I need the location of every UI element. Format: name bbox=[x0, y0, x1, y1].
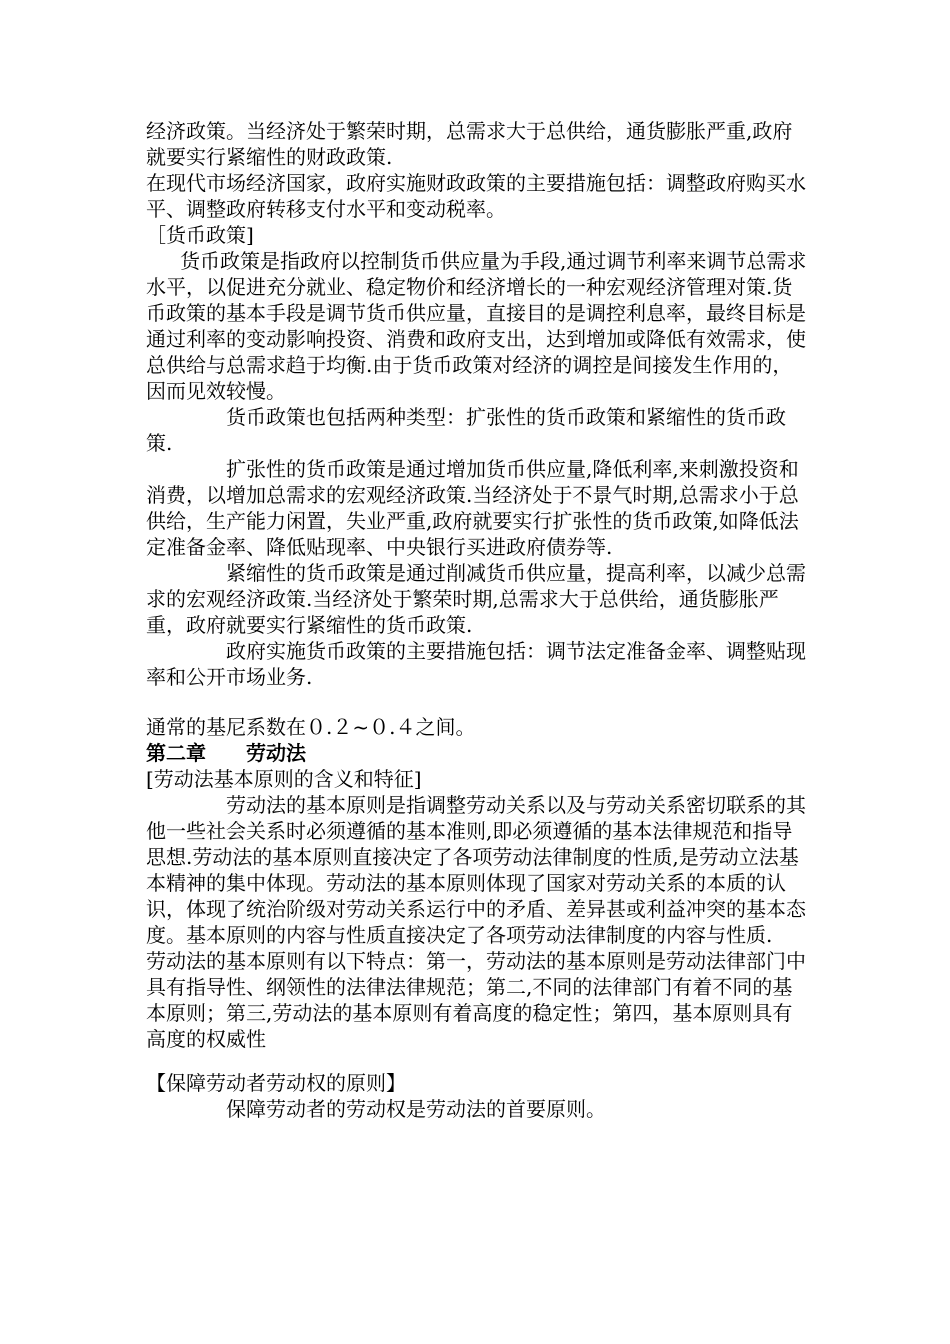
paragraph-monetary-definition: 货币政策是指政府以控制货币供应量为手段,通过调节利率来调节总需求水平，以促进充分就业、稳定物价和经济增长的一种宏观经济管理对策.货币政策的基本手段是调节货币供应量，直接目的是调控利息率，最终目标是通过利率的变动影响投资、消费和政府支出，达到增加或降低有效需求，使总供给与总需求趋于均衡.由于货币政策对经济的调控是间接发生作用的，因而见效较慢。 bbox=[146, 249, 807, 403]
paragraph-expansionary-policy: 扩张性的货币政策是通过增加货币供应量,降低利率,来刺激投资和消费，以增加总需求的宏观经济政策.当经济处于不景气时期,总需求小于总供给，生产能力闲置，失业严重,政府就要实行扩张性的货币政策,如降低法定准备金率、降低贴现率、中央银行买进政府债券等. bbox=[146, 457, 799, 559]
heading-labor-right-principle: 【保障劳动者劳动权的原则】 bbox=[146, 1071, 406, 1095]
paragraph-fiscal-measures: 在现代市场经济国家，政府实施财政政策的主要措施包括：调整政府购买水平、调整政府转移支付水平和变动税率。 bbox=[146, 171, 806, 221]
paragraph-labor-principles-definition: 劳动法的基本原则是指调整劳动关系以及与劳动关系密切联系的其他一些社会关系时必须遵循的基本准则,即必须遵循的基本法律规范和指导思想.劳动法的基本原则直接决定了各项劳动法律制度的性质,是劳动立法基本精神的集中体现。劳动法的基本原则体现了国家对劳动关系的本质的认识，体现了统治阶级对劳动关系运行中的矛盾、差异甚或利益冲突的基本态度。基本原则的内容与性质直接决定了各项劳动法律制度的内容与性质. bbox=[146, 793, 806, 947]
heading-labor-law-principles: [劳动法基本原则的含义和特征] bbox=[146, 767, 422, 791]
paragraph-contractionary-policy: 紧缩性的货币政策是通过削减货币供应量，提高利率，以减少总需求的宏观经济政策.当经济处于繁荣时期,总需求大于总供给，通货膨胀严重，政府就要实行紧缩性的货币政策. bbox=[146, 561, 806, 637]
paragraph-monetary-measures: 政府实施货币政策的主要措施包括：调节法定准备金率、调整贴现率和公开市场业务. bbox=[146, 639, 806, 689]
chapter-title: 第二章 劳动法 bbox=[146, 741, 306, 765]
paragraph-fiscal-policy-end: 经济政策。当经济处于繁荣时期，总需求大于总供给，通货膨胀严重,政府就要实行紧缩性的财政政策. bbox=[146, 119, 793, 169]
paragraph-monetary-types: 货币政策也包括两种类型：扩张性的货币政策和紧缩性的货币政策. bbox=[146, 405, 786, 455]
paragraph-labor-principles-features: 劳动法的基本原则有以下特点：第一，劳动法的基本原则是劳动法律部门中具有指导性、纲领性的法律法律规范；第二,不同的法律部门有着不同的基本原则；第三,劳动法的基本原则有着高度的稳定性；第四，基本原则具有高度的权威性 bbox=[146, 949, 806, 1051]
paragraph-gini-coefficient: 通常的基尼系数在０.２~０.４之间。 bbox=[146, 715, 476, 739]
paragraph-labor-right: 保障劳动者的劳动权是劳动法的首要原则。 bbox=[226, 1097, 606, 1121]
document-page bbox=[146, 118, 810, 1122]
heading-monetary-policy: ［货币政策] bbox=[146, 223, 254, 247]
